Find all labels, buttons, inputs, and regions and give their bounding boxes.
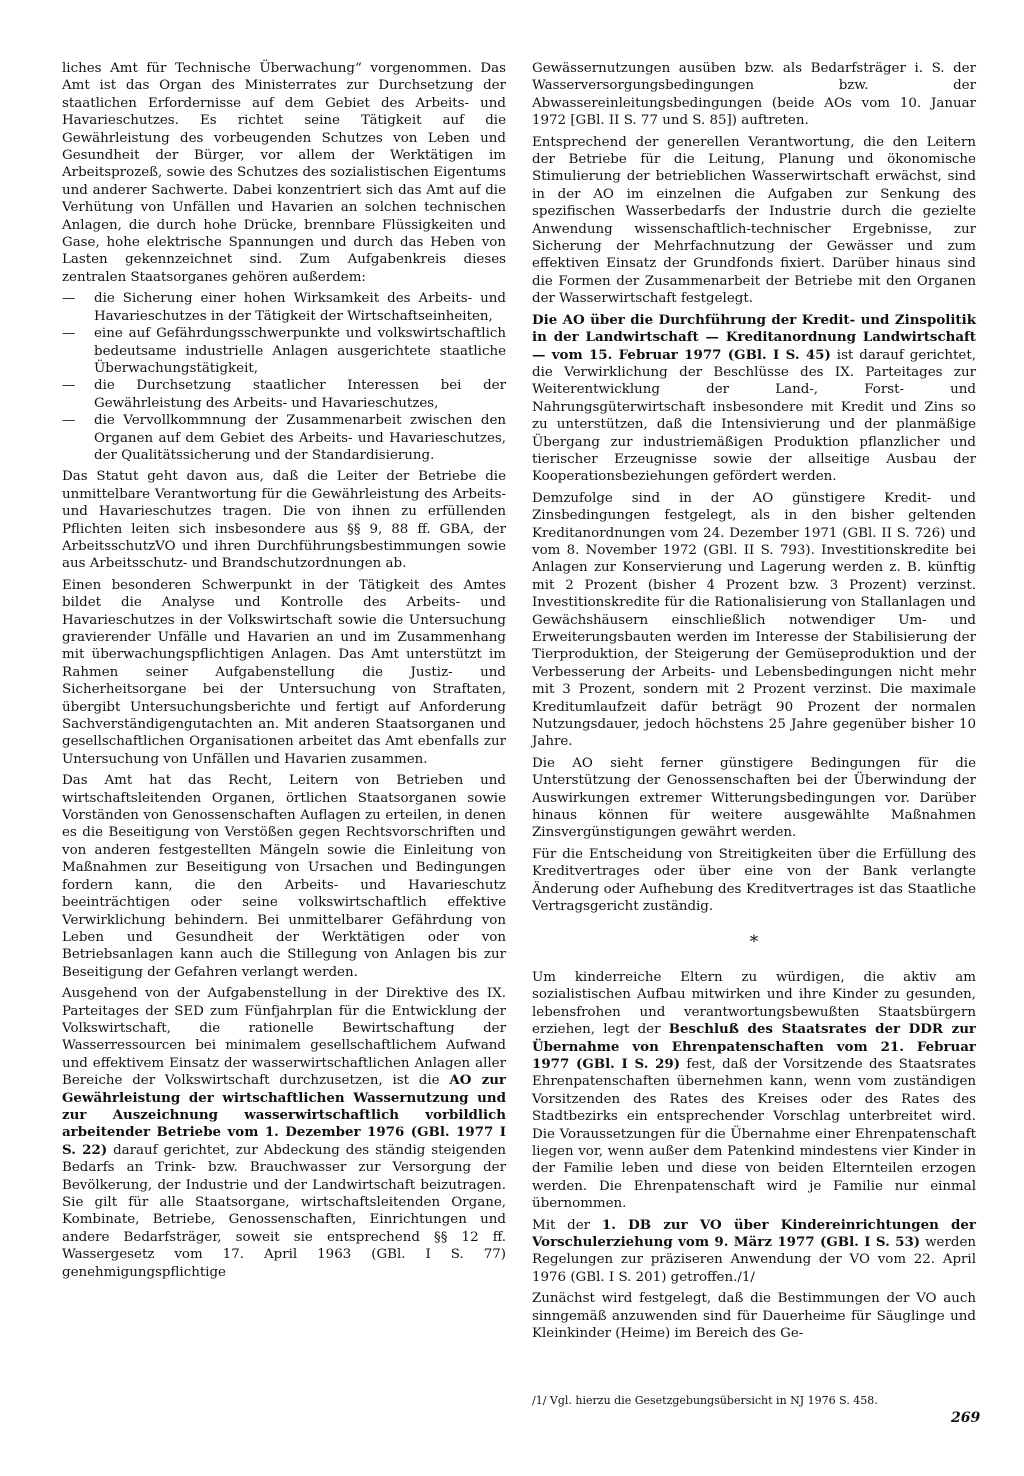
- list-item: — eine auf Gefährdungsschwerpunkte und volkswirtschaftlich bedeutsame industrielle Anlagen ausgerichtete staatliche Überwachungstätigkeit,: [62, 325, 506, 377]
- paragraph: [532, 312, 976, 486]
- paragraph-text: Um kinderreiche Eltern zu würdigen, die aktiv am sozialistischen Aufbau mitwirken und ihre Kinder zu gesunden, lebensfrohen und verantwortungsbewußten Staatsbürgern erziehen, legt der: [532, 969, 976, 1038]
- list-item: — die Vervollkommnung der Zusammenarbeit zwischen den Organen auf dem Gebiet des Arbeits- und Havarieschutzes, der Qualitätssicherung und der Standardisierung.: [62, 412, 506, 464]
- regulation-title: 1. DB zur VO über Kindereinrichtungen der Vorschulerziehung vom 9. März 1977 (GBl. I S. 53): [532, 1216, 976, 1250]
- regulation-title: Beschluß des Staatsrates der DDR zur Übernahme von Ehrenpatenschaften vom 21. Februar 1977 (GBl. I S. 29): [532, 1021, 976, 1072]
- list-item: — die Sicherung einer hohen Wirksamkeit des Arbeits- und Havarieschutzes in der Tätigkeit der Wirtschaftseinheiten,: [62, 290, 506, 325]
- list-item: — die Durchsetzung staatlicher Interessen bei der Gewährleistung des Arbeits- und Havarieschutzes,: [62, 377, 506, 412]
- paragraph: Das Amt hat das Recht, Leitern von Betrieben und wirtschaftsleitenden Organen, örtlichen Staatsorganen sowie Vorständen von Genossenschaften Auflagen zu erteilen, in denen es die Beseitigung von Verstößen gegen Rechtsvorschriften und von anderen festgestellten Mängeln sowie die Einleitung von Maßnahmen zur Beseitigung von Ursachen und Bedingungen fordern kann, die den Arbeits- und Havarieschutz beeinträchtigen oder seine volkswirtschaftlich effektive Verwirklichung behindern. Bei unmittelbarer Gefährdung von Leben und Gesundheit der Werktätigen oder von Betriebsanlagen kann auch die Stillegung von Anlagen bis zur Beseitigung der Gefahren verlangt werden.: [62, 773, 506, 980]
- paragraph: Zunächst wird festgelegt, daß die Bestimmungen der VO auch sinngemäß anzuwenden sind für Dauerheime für Säuglinge und Kleinkinder (Heime) im Bereich des Ge-: [532, 1291, 976, 1342]
- paragraph: Für die Entscheidung von Streitigkeiten über die Erfüllung des Kreditvertrages oder über eine von der Bank verlangte Änderung oder Aufhebung des Kreditvertrages ist das Staatliche Vertragsgericht zuständig.: [532, 846, 976, 915]
- paragraph-text: fest, daß der Vorsitzende des Staatsrates Ehrenpatenschaften übernehmen kann, wenn vom zuständigen Vorsitzenden des Rates des Kreises oder des Rates des Stadtbezirks ein entsprechender Vorschlag unterbreitet wird. Die Voraussetzungen für die Übernahme einer Ehrenpatenschaft liegen vor, wenn außer dem Patenkind mindestens vier Kinder in der Familie leben und diese von beiden Elternteilen erzogen werden. Die Ehrenpatenschaft wird je Familie nur einmal übernommen.: [532, 1056, 976, 1212]
- paragraph: liches Amt für Technische Überwachung“ vorgenommen. Das Amt ist das Organ des Ministerrates zur Durchsetzung der staatlichen Erfordernisse auf dem Gebiet des Arbeits- und Havarieschutzes. Es richtet seine Tätigkeit auf die Gewährleistung des vorbeugenden Schutzes von Leben und Gesundheit der Bürger, vor allem der Werktätigen im Arbeitsprozeß, sowie des Schutzes des sozialistischen Eigentums und anderer Sachwerte. Dabei konzentriert sich das Amt auf die Verhütung von Unfällen und Havarien an solchen technischen Anlagen, die durch hohe Drücke, brennbare Flüssigkeiten und Gase, hohe elektrische Spannungen und durch das Heben von Lasten gekennzeichnet sind. Zum Aufgabenkreis dieses zentralen Staatsorganes gehören außerdem:: [62, 61, 507, 285]
- paragraph: Gewässernutzungen ausüben bzw. als Bedarfsträger i. S. der Wasserversorgungsbedingungen bzw. der Abwassereinleitungsbedingungen (beide AOs vom 10. Januar 1972 [GBl. II S. 77 und S. 85]) auftreten.: [532, 61, 976, 129]
- paragraph: Einen besonderen Schwerpunkt in der Tätigkeit des Amtes bildet die Analyse und Kontrolle des Arbeits- und Havarieschutzes in der Volkswirtschaft sowie die Untersuchung gravierender Unfälle und Havarien an und im Zusammenhang mit überwachungspflichtigen Anlagen. Das Amt unterstützt im Rahmen seiner Aufgabenstellung die Justiz- und Sicherheitsorgane bei der Untersuchung von Straftaten, übergibt Untersuchungsberichte und fertigt auf Anforderung Sachverständigengutachten an. Mit anderen Staatsorganen und gesellschaftlichen Organisationen arbeitet das Amt ebenfalls zur Untersuchung von Unfällen und Havarien zusammen.: [62, 577, 506, 767]
- page-number: 269: [951, 1410, 981, 1426]
- paragraph-text: Mit der: [532, 1217, 602, 1233]
- regulation-title: AO zur Gewährleistung der wirtschaftlichen Wassernutzung und zur Auszeichnung wasserwirtschaftlich vorbildlich arbeitender Betriebe vom 1. Dezember 1976 (GBl. 1977 I S. 22): [62, 1072, 506, 1158]
- paragraph: [62, 985, 506, 1281]
- regulation-title: Die AO über die Durchführung der Kredit- und Zinspolitik in der Landwirtschaft — Kreditanordnung Landwirtschaft — vom 15. Februar 1977 (GBl. I S. 45): [532, 311, 976, 363]
- paragraph: Das Statut geht davon aus, daß die Leiter der Betriebe die unmittelbare Verantwortung für die Gewährleistung des Arbeits- und Havarieschutzes tragen. Die von ihnen zu erfüllenden Pflichten leiten sich insbesondere aus §§ 9, 88 ff. GBA, der ArbeitsschutzVO und ihren Durchführungsbestimmungen sowie aus Arbeitsschutz- und Brandschutzordnungen ab.: [62, 469, 506, 572]
- paragraph-text: darauf gerichtet, zur Abdeckung des ständig steigenden Bedarfs an Trink- bzw. Brauchwasser zur Versorgung der Bevölkerung, der Industrie und der Landwirtschaft beizutragen. Sie gilt für alle Staatsorgane, wirtschaftsleitenden Organe, Kombinate, Betriebe, Genossenschaften, Einrichtungen und andere Bedarfsträger, soweit sie entsprechend §§ 12 ff. Wassergesetz vom 17. April 1963 (GBl. I S. 77) genehmigungspflichtige: [62, 1142, 506, 1280]
- paragraph-text: ist darauf gerichtet, die Verwirklichung der Beschlüsse des IX. Parteitages zur Weiterentwicklung der Land-, Forst- und Nahrungsgüterwirtschaft insbesondere mit Kredit und Zins so zu unterstützen, daß die Intensivierung und der planmäßige Übergang zur industriemäßigen Produktion pflanzlicher und tierischer Erzeugnisse sowie der allseitige Ausbau der Kooperationsbeziehungen gefördert werden.: [532, 347, 976, 485]
- paragraph-text: Ausgehend von der Aufgabenstellung in der Direktive des IX. Parteitages der SED zum Fünfjahrplan für die Entwicklung der Volkswirtschaft, die rationelle Bewirtschaftung der Wasserressourcen bei minimalem gesellschaftlichem Aufwand und effektivem Einsatz der wasserwirtschaftlichen Anlagen aller Bereiche der Volkswirtschaft durchzusetzen, ist die: [62, 986, 506, 1089]
- left-column: [62, 60, 506, 1285]
- paragraph-text: werden Regelungen zur präziseren Anwendung der VO vom 22. April 1976 (GBl. I S. 201) getroffen./1/: [532, 1235, 976, 1285]
- task-list: [62, 290, 506, 464]
- paragraph: [532, 1217, 976, 1287]
- paragraph: Die AO sieht ferner günstigere Bedingungen für die Unterstützung der Genossenschaften bei der Überwindung der Auswirkungen extremer Witterungsbedingungen vor. Darüber hinaus können für weitere ausgewählte Maßnahmen Zinsvergünstigungen gewährt werden.: [532, 755, 976, 841]
- paragraph: [532, 969, 976, 1213]
- paragraph: Entsprechend der generellen Verantwortung, die den Leitern der Betriebe für die Leitung, Planung und ökonomische Stimulierung der betrieblichen Wasserwirtschaft erwächst, sind in der AO im einzelnen die Aufgaben zur Senkung des spezifischen Wasserbedarfs der Industrie durch die gezielte Anwendung wissenschaftlich-technischer Ergebnisse, zur Sicherung der Mehrfachnutzung der Gewässer und zum effektiven Einsatz der Grundfonds fixiert. Darüber hinaus sind die Formen der Zusammenarbeit der Betriebe mit den Organen der Wasserwirtschaft festgelegt.: [532, 134, 976, 307]
- footnote: /1/ Vgl. hierzu die Gesetzgebungsübersicht in NJ 1976 S. 458.: [532, 1394, 878, 1407]
- right-column: [532, 60, 976, 1346]
- section-separator: *: [749, 931, 759, 952]
- paragraph: Demzufolge sind in der AO günstigere Kredit- und Zinsbedingungen festgelegt, als in den bisher geltenden Kreditanordnungen vom 24. Dezember 1971 (GBl. II S. 726) und vom 8. November 1972 (GBl. II S. 793). Investitionskredite bei Anlagen zur Konservierung und Lagerung werden z. B. künftig mit 2 Prozent (bisher 4 Prozent bzw. 3 Prozent) verzinst. Investitionskredite für die Rationalisierung von Stallanlagen und Gewächshäusern einschließlich notwendiger Um- und Erweiterungsbauten werden im Interesse der Stabilisierung der Tierproduktion, der Steigerung der Gemüseproduktion und der Verbesserung der Arbeits- und Lebensbedingungen nicht mehr mit 3 Prozent, sondern mit 2 Prozent verzinst. Die maximale Kreditumlaufzeit dafür beträgt 90 Prozent der normalen Nutzungsdauer, jedoch höchstens 25 Jahre gegenüber bisher 10 Jahre.: [532, 490, 976, 750]
